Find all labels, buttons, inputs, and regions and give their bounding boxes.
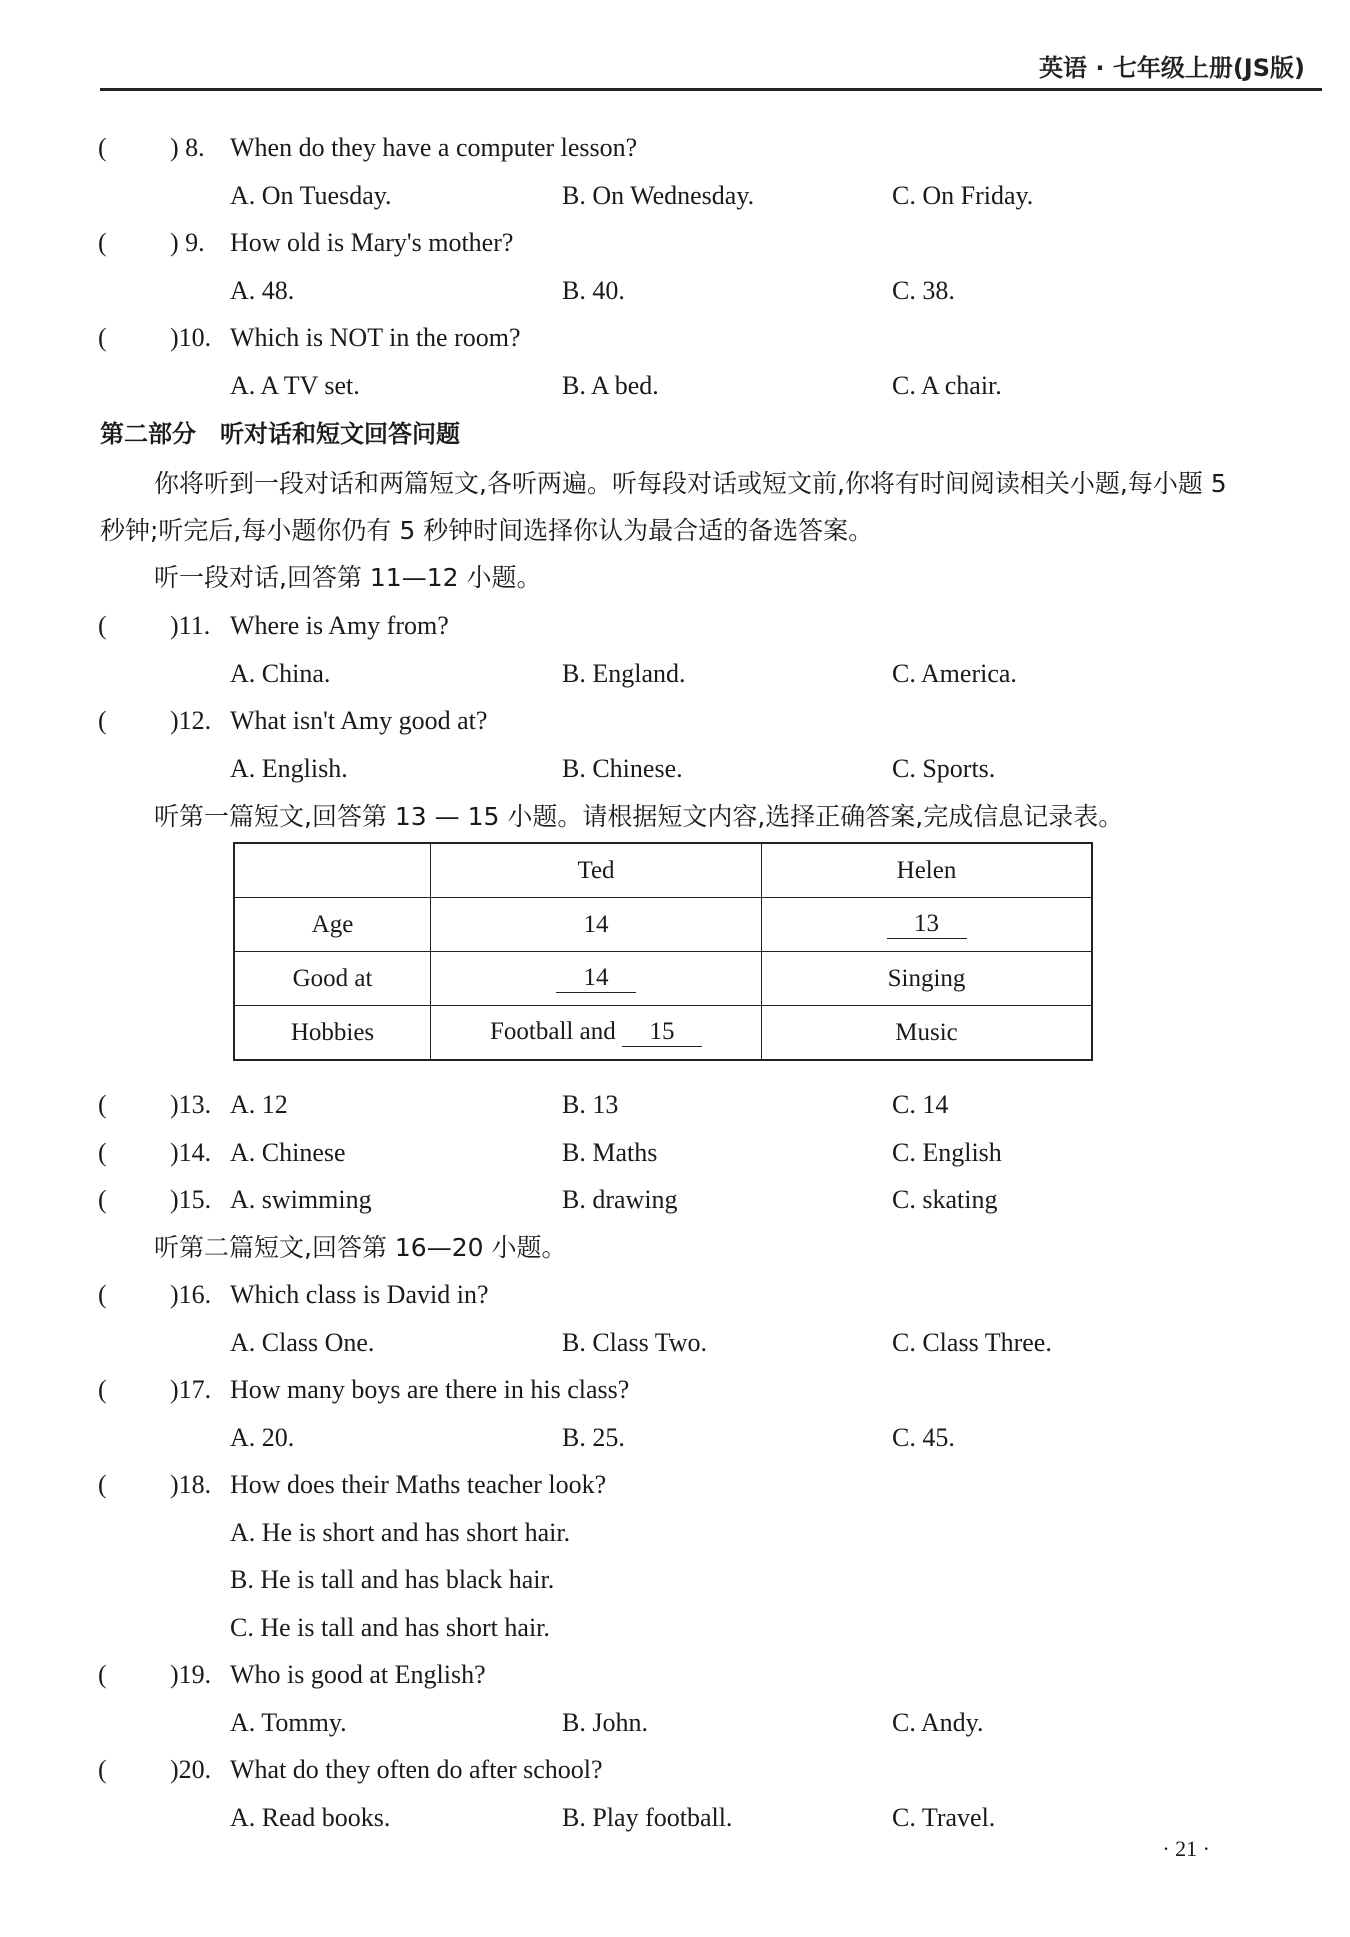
row-label: Good at	[234, 952, 431, 1006]
option-a[interactable]: A. 12	[230, 1090, 288, 1119]
option-a[interactable]: A. On Tuesday.	[230, 181, 392, 210]
question-16-options	[0, 1323, 1350, 1363]
question-8-options	[0, 176, 1350, 216]
answer-paren[interactable]: (	[98, 1660, 107, 1689]
option-c[interactable]: C. English	[892, 1138, 1002, 1167]
question-19-options	[0, 1703, 1350, 1743]
answer-paren[interactable]: (	[98, 228, 107, 257]
option-a[interactable]: A. Class One.	[230, 1328, 375, 1357]
option-c[interactable]: C. Sports.	[892, 754, 996, 783]
option-b[interactable]: B. drawing	[562, 1185, 678, 1214]
option-c[interactable]: C. He is tall and has short hair.	[230, 1613, 550, 1642]
table-cell: Music	[762, 1006, 1093, 1061]
option-a[interactable]: A. English.	[230, 754, 348, 783]
table-header-helen: Helen	[762, 843, 1093, 898]
listening-instruction-1: 听一段对话,回答第 11—12 小题。	[154, 563, 542, 592]
question-number: )12.	[170, 706, 212, 735]
question-number: )13.	[170, 1090, 212, 1119]
question-text: Who is good at English?	[230, 1660, 486, 1689]
page-number: · 21 ·	[1162, 1836, 1210, 1861]
option-b[interactable]: B. 25.	[562, 1423, 625, 1452]
option-a[interactable]: A. 20.	[230, 1423, 295, 1452]
question-number: ) 8.	[170, 133, 205, 162]
table-header-row	[234, 843, 1092, 898]
question-12	[0, 701, 1350, 741]
option-c[interactable]: C. 38.	[892, 276, 955, 305]
header-divider	[100, 88, 1322, 91]
question-text: Where is Amy from?	[230, 611, 449, 640]
table-cell	[762, 898, 1093, 952]
info-record-table	[233, 842, 1093, 1061]
question-text: What do they often do after school?	[230, 1755, 603, 1784]
option-c[interactable]: C. On Friday.	[892, 181, 1034, 210]
section-instructions: 你将听到一段对话和两篇短文,各听两遍。听每段对话或短文前,你将有时间阅读相关小题,每小题 5 秒钟;听完后,每小题你仍有 5 秒钟时间选择你认为最合适的备选答案。	[100, 469, 1227, 545]
answer-paren[interactable]: (	[98, 1090, 107, 1119]
option-c[interactable]: C. skating	[892, 1185, 998, 1214]
question-text: What isn't Amy good at?	[230, 706, 488, 735]
question-9-options	[0, 271, 1350, 311]
question-text: When do they have a computer lesson?	[230, 133, 638, 162]
listening-instruction-3: 听第二篇短文,回答第 16—20 小题。	[154, 1233, 567, 1262]
question-10	[0, 318, 1350, 358]
answer-paren[interactable]: (	[98, 323, 107, 352]
question-number: )18.	[170, 1470, 212, 1499]
table-cell	[234, 843, 431, 898]
question-text: Which is NOT in the room?	[230, 323, 521, 352]
answer-blank[interactable]: 15	[622, 1018, 702, 1047]
question-10-options	[0, 366, 1350, 406]
cell-text: Football and	[490, 1018, 616, 1045]
question-11	[0, 606, 1350, 646]
option-c[interactable]: C. Class Three.	[892, 1328, 1052, 1357]
section-title: 第二部分 听对话和短文回答问题	[100, 420, 460, 448]
question-14	[0, 1133, 1350, 1173]
option-a[interactable]: A. swimming	[230, 1185, 372, 1214]
question-number: )17.	[170, 1375, 212, 1404]
listening-instruction-2: 听第一篇短文,回答第 13 — 15 小题。请根据短文内容,选择正确答案,完成信息记录表。	[154, 802, 1124, 831]
question-18-option-a	[0, 1513, 1350, 1553]
option-c[interactable]: C. Travel.	[892, 1803, 996, 1832]
table-header-ted: Ted	[431, 843, 762, 898]
table-row	[234, 952, 1092, 1006]
question-number: )10.	[170, 323, 212, 352]
option-b[interactable]: B. England.	[562, 659, 686, 688]
question-text: How does their Maths teacher look?	[230, 1470, 607, 1499]
question-number: )11.	[170, 611, 211, 640]
option-a[interactable]: A. A TV set.	[230, 371, 360, 400]
question-15	[0, 1180, 1350, 1220]
option-b[interactable]: B. Maths	[562, 1138, 658, 1167]
table-row	[234, 1006, 1092, 1061]
question-text: Which class is David in?	[230, 1280, 489, 1309]
option-b[interactable]: B. A bed.	[562, 371, 659, 400]
question-number: )14.	[170, 1138, 212, 1167]
page-header-title: 英语 · 七年级上册(JS版)	[1039, 54, 1305, 82]
table-cell	[431, 952, 762, 1006]
table-cell	[431, 1006, 762, 1061]
question-17	[0, 1370, 1350, 1410]
answer-paren[interactable]: (	[98, 1470, 107, 1499]
question-18	[0, 1465, 1350, 1505]
question-number: )20.	[170, 1755, 212, 1784]
question-16	[0, 1275, 1350, 1315]
question-number: )15.	[170, 1185, 212, 1214]
table-cell: 14	[431, 898, 762, 952]
question-20-options	[0, 1798, 1350, 1838]
option-b[interactable]: B. On Wednesday.	[562, 181, 755, 210]
option-b[interactable]: B. John.	[562, 1708, 648, 1737]
answer-paren[interactable]: (	[98, 1185, 107, 1214]
option-a[interactable]: A. Chinese	[230, 1138, 346, 1167]
question-20	[0, 1750, 1350, 1790]
question-18-option-c	[0, 1608, 1350, 1648]
question-17-options	[0, 1418, 1350, 1458]
question-8	[0, 128, 1350, 168]
question-11-options	[0, 654, 1350, 694]
question-9	[0, 223, 1350, 263]
table-row	[234, 898, 1092, 952]
option-b[interactable]: B. Chinese.	[562, 754, 683, 783]
answer-paren[interactable]: (	[98, 1375, 107, 1404]
answer-paren[interactable]: (	[98, 133, 107, 162]
row-label: Age	[234, 898, 431, 952]
answer-paren[interactable]: (	[98, 1280, 107, 1309]
answer-paren[interactable]: (	[98, 1138, 107, 1167]
question-number: )16.	[170, 1280, 212, 1309]
answer-paren[interactable]: (	[98, 611, 107, 640]
option-a[interactable]: A. China.	[230, 659, 331, 688]
option-b[interactable]: B. 13	[562, 1090, 619, 1119]
question-19	[0, 1655, 1350, 1695]
answer-paren[interactable]: (	[98, 1755, 107, 1784]
option-a[interactable]: A. Read books.	[230, 1803, 391, 1832]
option-b[interactable]: B. Play football.	[562, 1803, 733, 1832]
answer-blank[interactable]: 14	[556, 964, 636, 993]
question-number: ) 9.	[170, 228, 205, 257]
option-b[interactable]: B. He is tall and has black hair.	[230, 1565, 555, 1594]
option-a[interactable]: A. Tommy.	[230, 1708, 347, 1737]
option-c[interactable]: C. 14	[892, 1090, 949, 1119]
answer-paren[interactable]: (	[98, 706, 107, 735]
option-b[interactable]: B. Class Two.	[562, 1328, 708, 1357]
option-c[interactable]: C. America.	[892, 659, 1017, 688]
option-c[interactable]: C. 45.	[892, 1423, 955, 1452]
question-13	[0, 1085, 1350, 1125]
answer-blank[interactable]: 13	[887, 910, 967, 939]
option-c[interactable]: C. Andy.	[892, 1708, 984, 1737]
row-label: Hobbies	[234, 1006, 431, 1061]
option-a[interactable]: A. He is short and has short hair.	[230, 1518, 571, 1547]
question-number: )19.	[170, 1660, 212, 1689]
option-c[interactable]: C. A chair.	[892, 371, 1002, 400]
question-12-options	[0, 749, 1350, 789]
question-18-option-b	[0, 1560, 1350, 1600]
question-text: How old is Mary's mother?	[230, 228, 514, 257]
question-text: How many boys are there in his class?	[230, 1375, 630, 1404]
table-cell: Singing	[762, 952, 1093, 1006]
option-a[interactable]: A. 48.	[230, 276, 295, 305]
option-b[interactable]: B. 40.	[562, 276, 625, 305]
